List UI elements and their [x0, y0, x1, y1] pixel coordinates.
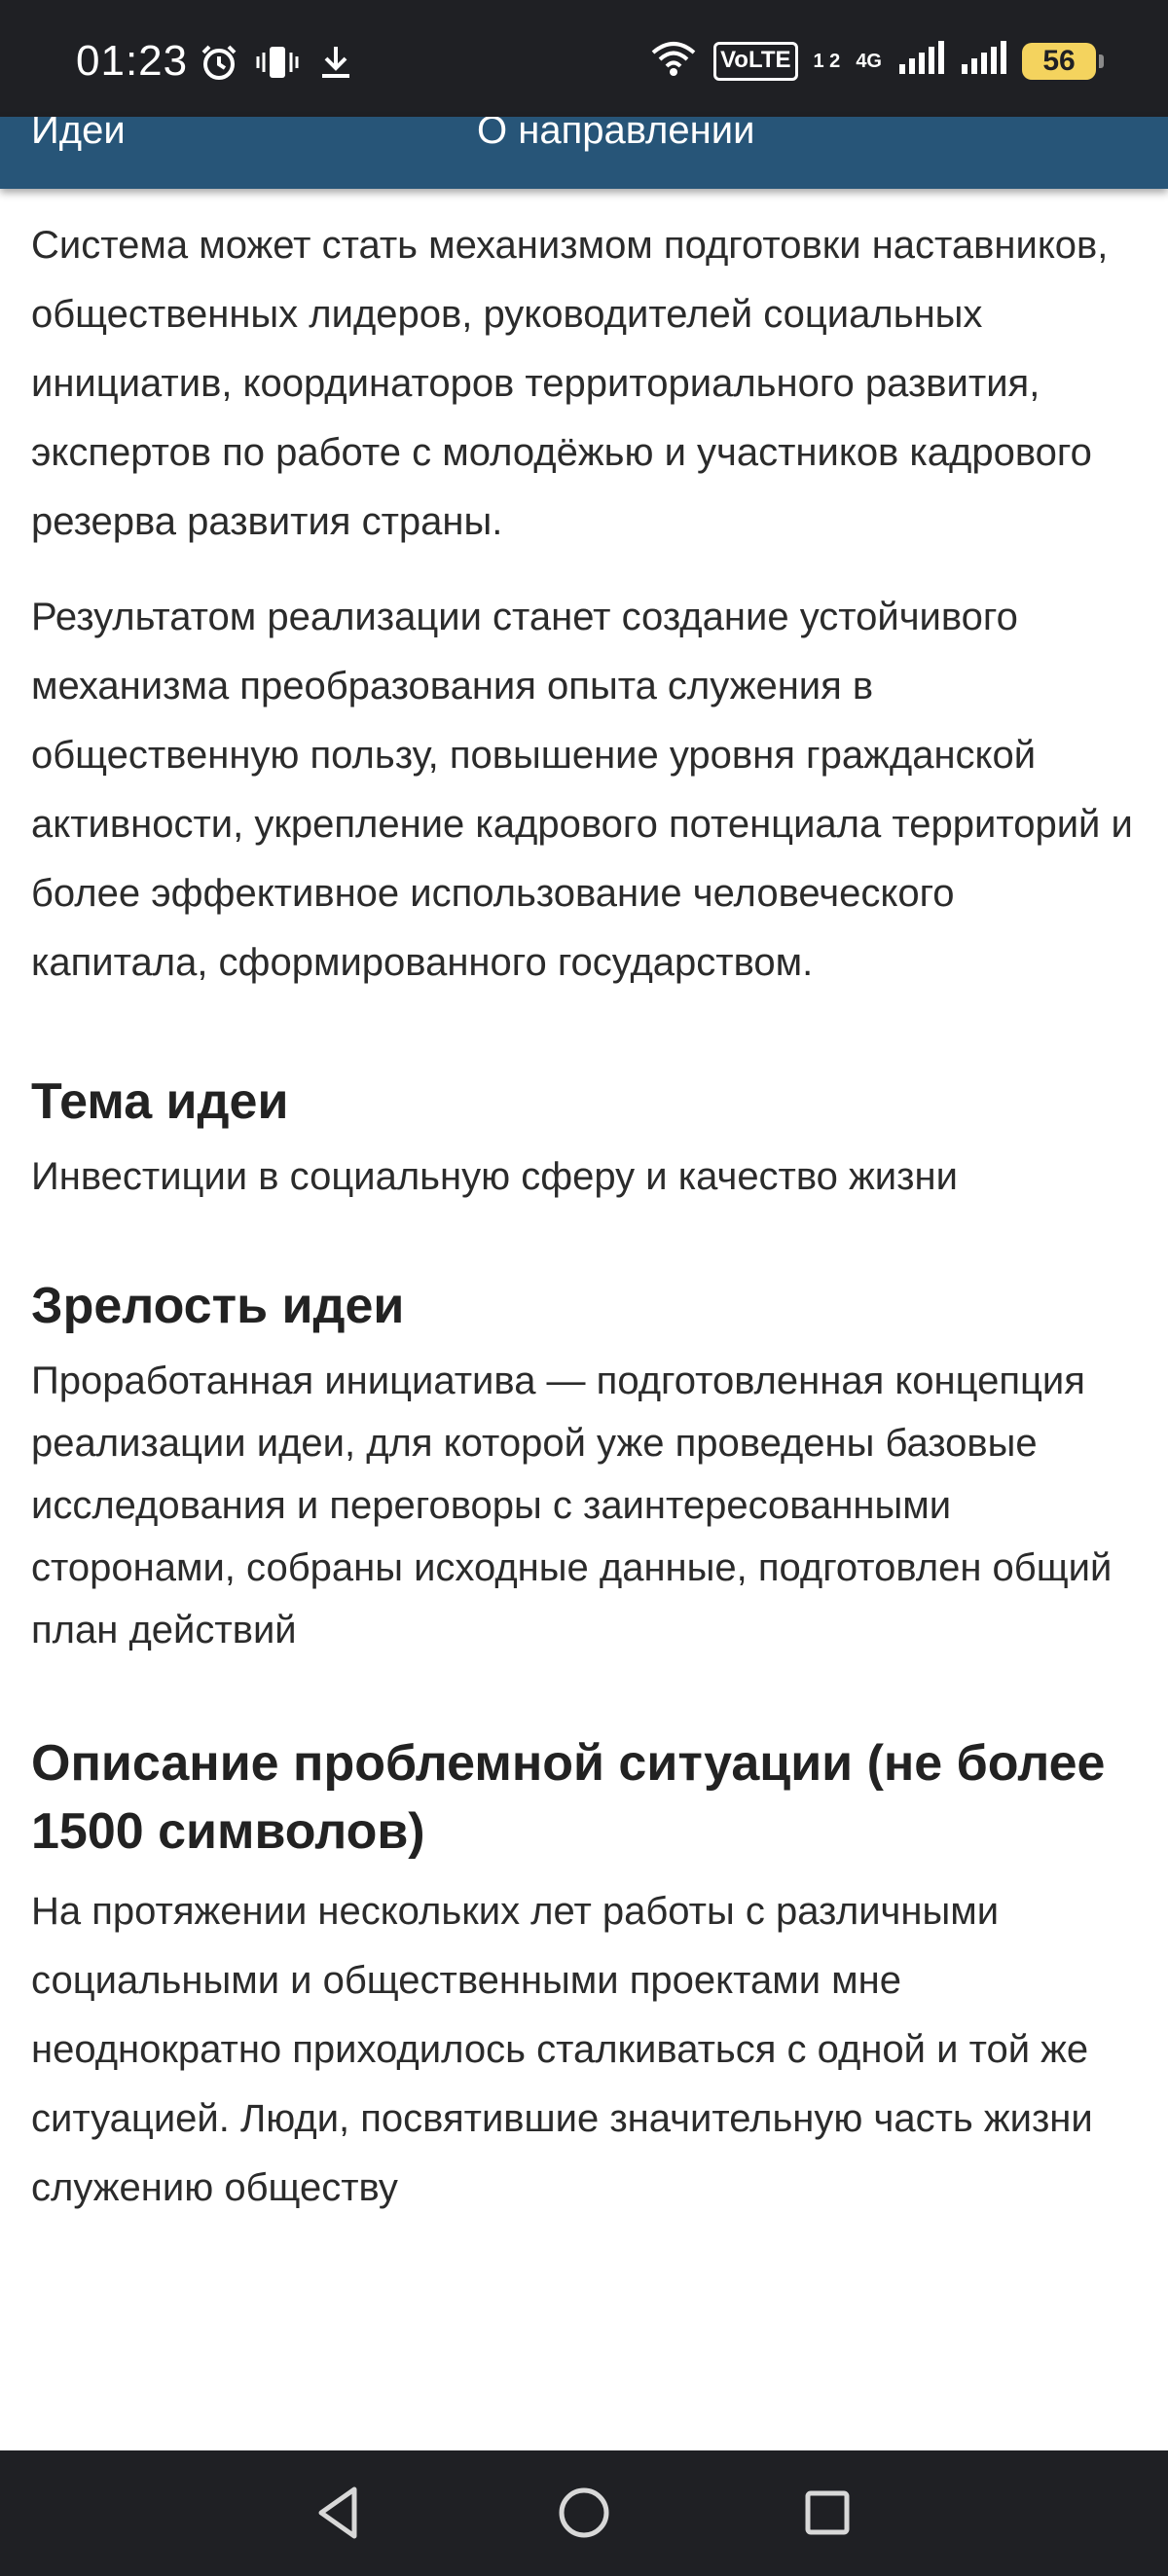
back-icon[interactable] [310, 2482, 372, 2544]
status-right-icons [649, 39, 1096, 83]
navigation-bar [0, 2450, 1168, 2576]
network-type-label: 4G [856, 50, 882, 72]
tab-bar [0, 117, 1168, 189]
recent-apps-icon[interactable] [796, 2482, 858, 2544]
tab-about-direction[interactable]: О направлении [477, 117, 755, 152]
signal-icon [960, 41, 1006, 81]
problem-heading: Описание проблемной ситуации (не более 1500 символов) [31, 1735, 1106, 1860]
signal-icon [897, 41, 944, 81]
maturity-heading: Зрелость идеи [31, 1278, 405, 1334]
status-left-icons [200, 43, 355, 87]
description-paragraph: Система может стать механизмом подготовки наставников, общественных лидеров, руководителей социальных инициатив, координаторов территориального развития, экспертов по работе с молодёжью и участников кадрового резерва развития страны. [31, 224, 1109, 543]
maturity-value: Проработанная инициатива — подготовленная концепция реализации идеи, для которой уже проведены базовые исследования и переговоры с заинтересованными сторонами, собраны исходные данные, подготовлен общий план действий [31, 1360, 1113, 1651]
idea-details [31, 189, 1141, 2450]
status-bar [0, 0, 1168, 117]
clock-time: 01:23 [76, 37, 189, 85]
download-icon [316, 43, 355, 87]
topic-value: Инвестиции в социальную сферу и качество жизни [31, 1155, 958, 1198]
home-icon[interactable] [553, 2482, 615, 2544]
problem-description: На протяжении нескольких лет работы с различными социальными и общественными проектами мне неоднократно приходилось сталкиваться с одной и той же ситуацией. Люди, посвятившие значительную часть жизни служению обществу [31, 1890, 1093, 2209]
wifi-icon [649, 39, 698, 83]
topic-heading: Тема идеи [31, 1073, 289, 1130]
tab-ideas[interactable]: Идеи [31, 117, 126, 152]
description-paragraph: Результатом реализации станет создание устойчивого механизма преобразования опыта служения в общественную пользу, повышение уровня гражданской активности, укрепление кадрового потенциала территорий и более эффективное использование человеческого капитала, сформированного государством. [31, 596, 1133, 984]
battery-icon: 56 [1022, 43, 1096, 80]
volte-badge: VoLTE [713, 42, 797, 81]
alarm-icon [200, 43, 238, 87]
vibrate-icon [256, 43, 299, 87]
sim-slots-label: 1 2 [813, 50, 841, 72]
